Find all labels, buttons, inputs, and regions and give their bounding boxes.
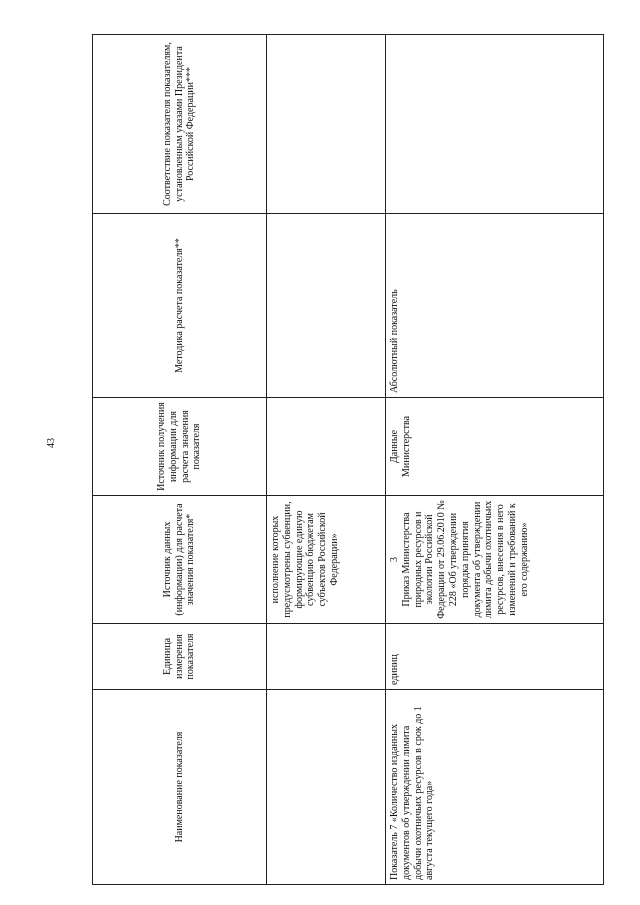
cell-unit: [267, 624, 386, 690]
cell-method: Абсолютный показатель: [386, 214, 604, 398]
rotated-table-wrapper: [92, 35, 603, 885]
page-number: 43: [46, 438, 57, 448]
cell-compliance: [267, 35, 386, 214]
header-info-source: Источник получения информации для расчета значения показателя: [93, 398, 267, 496]
data-source-number: 3: [389, 557, 400, 562]
table-row: [386, 35, 604, 885]
cell-info-source: Данные Министерства: [386, 398, 604, 496]
table-row: [267, 35, 386, 885]
header-unit: Единица измерения показателя: [93, 624, 267, 690]
header-data-source: Источник данных (информации) для расчета значения показателя*: [93, 496, 267, 624]
header-indicator-name: Наименование показателя: [93, 690, 267, 885]
header-compliance: Соответствие показателя показателям, установленным указами Президента Российской Федерации***: [93, 35, 267, 214]
cell-data-source: исполнение которых предусмотрены субвенции, формирующие единую субвенцию бюджетам субъектов Российской Федерации»: [267, 496, 386, 624]
cell-compliance: [386, 35, 604, 214]
header-method: Методика расчета показателя**: [93, 214, 267, 398]
cell-method: [267, 214, 386, 398]
data-source-text: Приказ Министерства природных ресурсов и экологии Российской Федерации от 29.06.2010 № 228 «Об утверждении порядка принятия документа об утверждении лимита добычи охотничьих ресурсов, внесения в него изменений и требований к его содержанию»: [400, 500, 530, 619]
cell-name: [267, 690, 386, 885]
cell-unit: единиц: [386, 624, 604, 690]
header-row: [93, 35, 267, 885]
cell-info-source: [267, 398, 386, 496]
indicator-table: [92, 34, 604, 885]
cell-data-source: [386, 496, 604, 624]
cell-name: Показатель 7 «Количество изданных документов об утверждении лимита добычи охотничьих ресурсов в срок до 1 августа текущего года»: [386, 690, 604, 885]
